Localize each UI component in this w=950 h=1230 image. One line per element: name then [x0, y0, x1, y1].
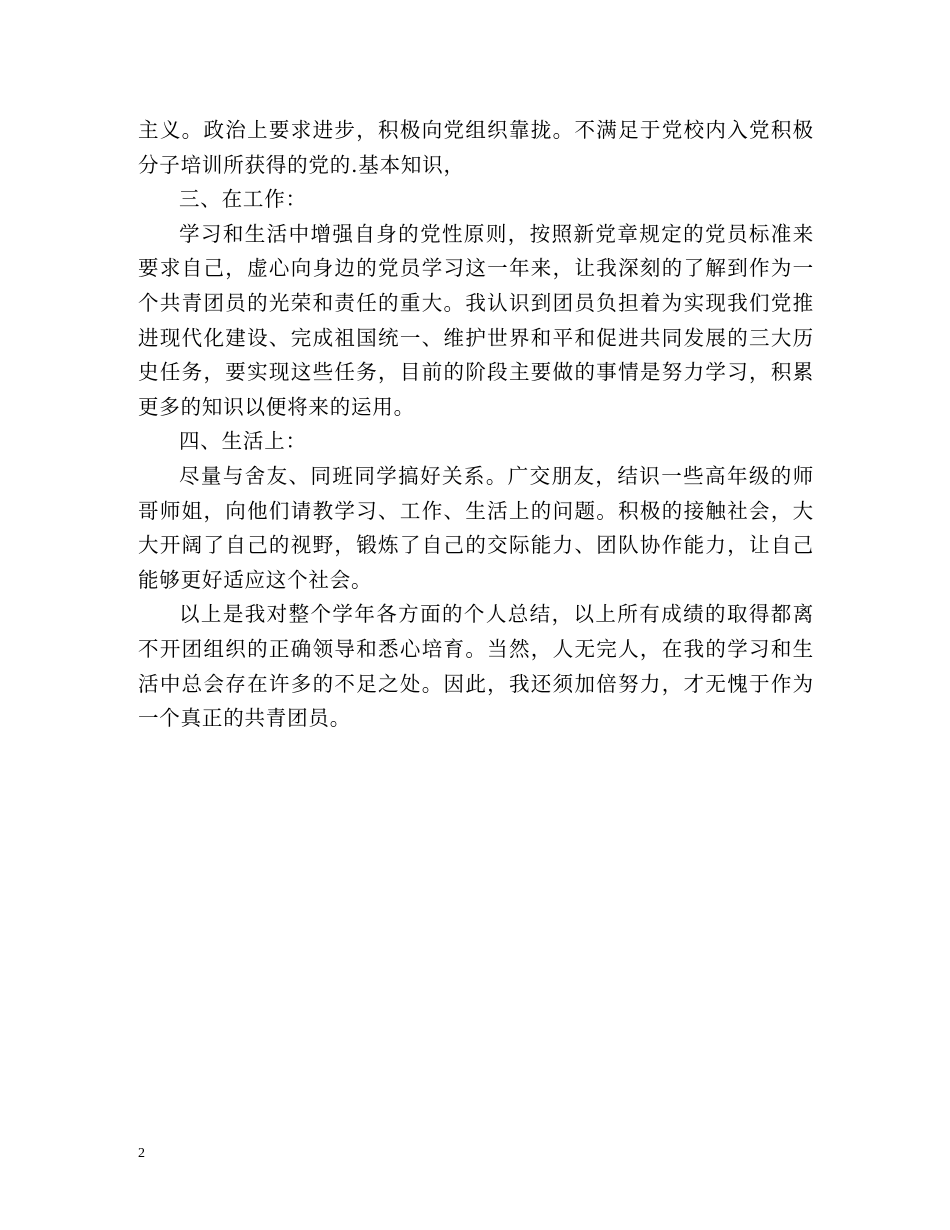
- section-heading-work: 三、在工作：: [179, 187, 307, 212]
- paragraph-life: 尽量与舍友、同班同学搞好关系。广交朋友，结识一些高年级的师哥师姐，向他们请教学习、工作、生活上的问题。积极的接触社会，大大开阔了自己的视野，锻炼了自己的交际能力、团队协作能力，让自己能够更好适应这个社会。: [138, 463, 814, 592]
- body-text: [138, 113, 814, 736]
- page-number: 2: [138, 1146, 145, 1161]
- section-heading-life: 四、生活上：: [179, 429, 307, 454]
- paragraph-continuation: 主义。政治上要求进步，积极向党组织靠拢。不满足于党校内入党积极分子培训所获得的党的.基本知识，: [138, 118, 814, 177]
- paragraph-conclusion: 以上是我对整个学年各方面的个人总结，以上所有成绩的取得都离不开团组织的正确领导和悉心培育。当然，人无完人，在我的学习和生活中总会存在许多的不足之处。因此，我还须加倍努力，才无愧于作为一个真正的共青团员。: [138, 602, 814, 731]
- paragraph-work: 学习和生活中增强自身的党性原则，按照新党章规定的党员标准来要求自己，虚心向身边的党员学习这一年来，让我深刻的了解到作为一个共青团员的光荣和责任的重大。我认识到团员负担着为实现我们党推进现代化建设、完成祖国统一、维护世界和平和促进共同发展的三大历史任务，要实现这些任务，目前的阶段主要做的事情是努力学习，积累更多的知识以便将来的运用。: [138, 221, 814, 419]
